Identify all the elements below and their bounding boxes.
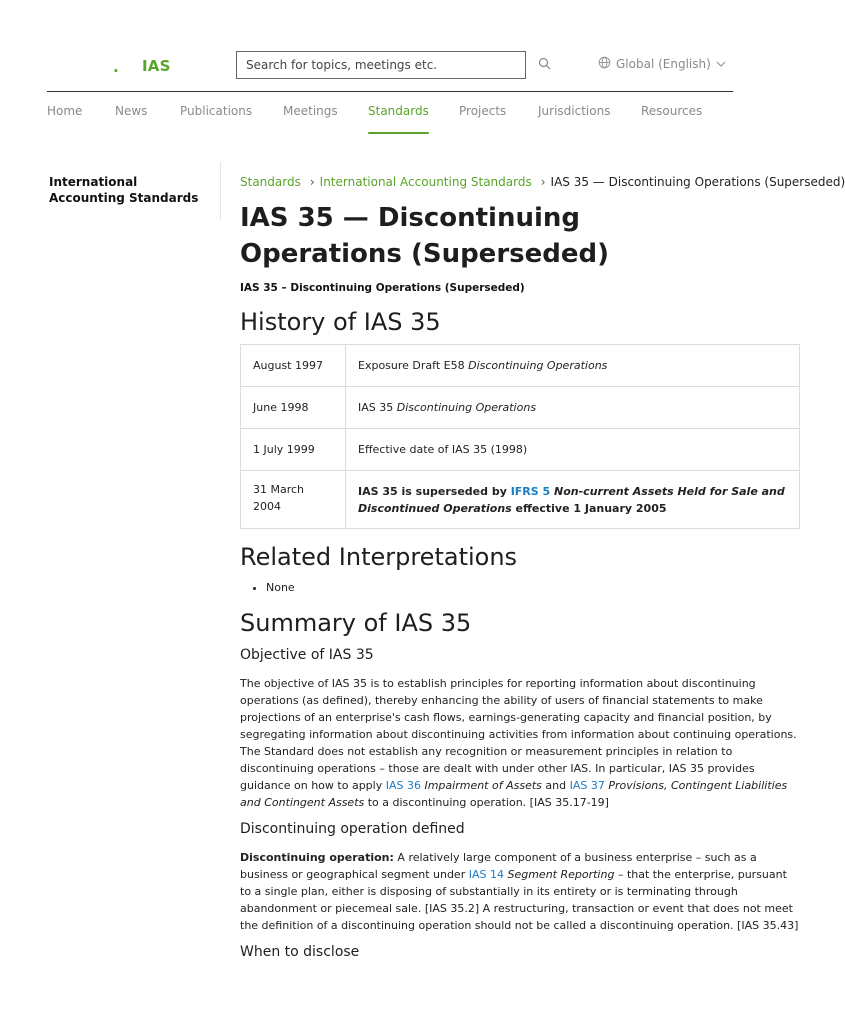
active-nav-indicator bbox=[368, 132, 429, 134]
history-event-title: Non-current Assets Held for Sale and Discontinued Operations bbox=[358, 484, 785, 515]
ias37-link[interactable]: IAS 37 bbox=[569, 779, 605, 792]
history-event-title: Discontinuing Operations bbox=[396, 401, 537, 414]
chevron-down-icon bbox=[716, 57, 726, 71]
nav-item-home[interactable]: Home bbox=[47, 104, 83, 118]
objective-text-end: to a discontinuing operation. [IAS 35.17-19] bbox=[364, 796, 609, 809]
history-event-title: Discontinuing Operations bbox=[468, 359, 608, 372]
logo-mark[interactable]: . bbox=[113, 58, 119, 76]
table-row bbox=[241, 345, 800, 387]
search-icon[interactable] bbox=[538, 56, 552, 70]
main-nav bbox=[0, 104, 768, 140]
sidebar-divider bbox=[220, 162, 221, 220]
history-date: August 1997 bbox=[241, 345, 346, 387]
breadcrumb-link-ias[interactable]: International Accounting Standards bbox=[319, 175, 532, 189]
nav-item-resources[interactable]: Resources bbox=[641, 104, 703, 118]
defined-heading: Discontinuing operation defined bbox=[240, 821, 465, 837]
nav-item-standards-label: Standards bbox=[368, 104, 429, 118]
table-row bbox=[241, 387, 800, 429]
objective-text: The objective of IAS 35 is to establish principles for reporting information about discontinuing operations (as defined), thereby enhancing the ability of users of financial statements to make projections of an enterprise's cash flows, earnings-generating capacity and financial position, by segregating information about discontinuing activities from information about continuing operations. The Standard does not establish any recognition or measurement principles in relation to discontinuing operations – those are dealt with under other IAS. In particular, IAS 35 provides guidance on how to apply bbox=[240, 677, 797, 792]
logo-text[interactable]: IAS bbox=[142, 57, 171, 75]
page-subtitle: IAS 35 – Discontinuing Operations (Superseded) bbox=[240, 282, 525, 294]
table-row bbox=[241, 429, 800, 471]
history-date: 31 March 2004 bbox=[241, 471, 346, 529]
history-event bbox=[346, 387, 800, 429]
history-event-text: Effective date of IAS 35 (1998) bbox=[358, 443, 528, 456]
list-item: • None bbox=[266, 579, 733, 597]
history-table bbox=[240, 344, 800, 529]
ifrs5-link[interactable]: IFRS 5 bbox=[510, 484, 551, 498]
ias36-link[interactable]: IAS 36 bbox=[385, 779, 421, 792]
main-content bbox=[240, 172, 845, 1012]
chevron-right-icon: › bbox=[309, 175, 315, 189]
language-selector[interactable] bbox=[598, 56, 726, 72]
sidebar-item-international-accounting-standards[interactable]: International Accounting Standards bbox=[49, 175, 199, 205]
ias37-title: Provisions, Contingent Liabilities and Contingent Assets bbox=[240, 779, 788, 809]
nav-item-publications[interactable]: Publications bbox=[180, 104, 253, 118]
definition-text: A relatively large component of a business enterprise – such as a business or geographical segment under bbox=[240, 851, 757, 881]
nav-item-news[interactable]: News bbox=[115, 104, 148, 118]
nav-item-standards[interactable] bbox=[368, 104, 429, 118]
breadcrumb bbox=[240, 172, 845, 192]
page-title: IAS 35 — Discontinuing Operations (Superseded) bbox=[240, 203, 609, 269]
ias36-title: Impairment of Assets bbox=[420, 779, 542, 792]
history-event bbox=[346, 429, 800, 471]
objective-paragraph bbox=[240, 675, 800, 811]
table-row bbox=[241, 471, 800, 529]
ias14-link[interactable]: IAS 14 bbox=[468, 868, 504, 881]
history-event-text: Exposure Draft E58 bbox=[358, 359, 469, 372]
header-divider bbox=[47, 91, 733, 92]
history-heading: History of IAS 35 bbox=[240, 308, 441, 336]
history-date: June 1998 bbox=[241, 387, 346, 429]
related-list bbox=[240, 579, 733, 597]
nav-item-projects[interactable]: Projects bbox=[459, 104, 507, 118]
disclose-heading: When to disclose bbox=[240, 944, 360, 960]
globe-icon bbox=[598, 56, 611, 72]
definition-text-end: – that the enterprise, pursuant to a single plan, either is disposing of substantially in its entirety or is terminating through abandonment or piecemeal sale. [IAS 35.2] A restructuring, transaction or event that does not meet the definition of a discontinuing operation should not be called a discontinuing operation. [IAS 35.43] bbox=[240, 868, 799, 932]
ias14-title: Segment Reporting bbox=[503, 868, 615, 881]
objective-heading: Objective of IAS 35 bbox=[240, 647, 374, 663]
history-event bbox=[346, 345, 800, 387]
search-input[interactable] bbox=[236, 51, 526, 79]
objective-and: and bbox=[541, 779, 570, 792]
nav-item-meetings[interactable]: Meetings bbox=[283, 104, 338, 118]
nav-item-jurisdictions[interactable]: Jurisdictions bbox=[538, 104, 611, 118]
definition-paragraph bbox=[240, 849, 800, 934]
chevron-right-icon: › bbox=[540, 175, 546, 189]
history-event-text: IAS 35 is superseded by bbox=[358, 484, 511, 498]
summary-heading: Summary of IAS 35 bbox=[240, 609, 472, 637]
related-heading: Related Interpretations bbox=[240, 543, 518, 571]
site-header bbox=[0, 0, 768, 92]
breadcrumb-current: IAS 35 — Discontinuing Operations (Superseded) bbox=[550, 175, 845, 189]
breadcrumb-link-standards[interactable]: Standards bbox=[240, 175, 301, 189]
history-date: 1 July 1999 bbox=[241, 429, 346, 471]
language-label: Global (English) bbox=[616, 57, 711, 71]
history-event-effective: effective 1 January 2005 bbox=[511, 501, 667, 515]
history-event-text: IAS 35 bbox=[358, 401, 397, 414]
history-event bbox=[346, 471, 800, 529]
definition-term: Discontinuing operation: bbox=[240, 851, 394, 864]
